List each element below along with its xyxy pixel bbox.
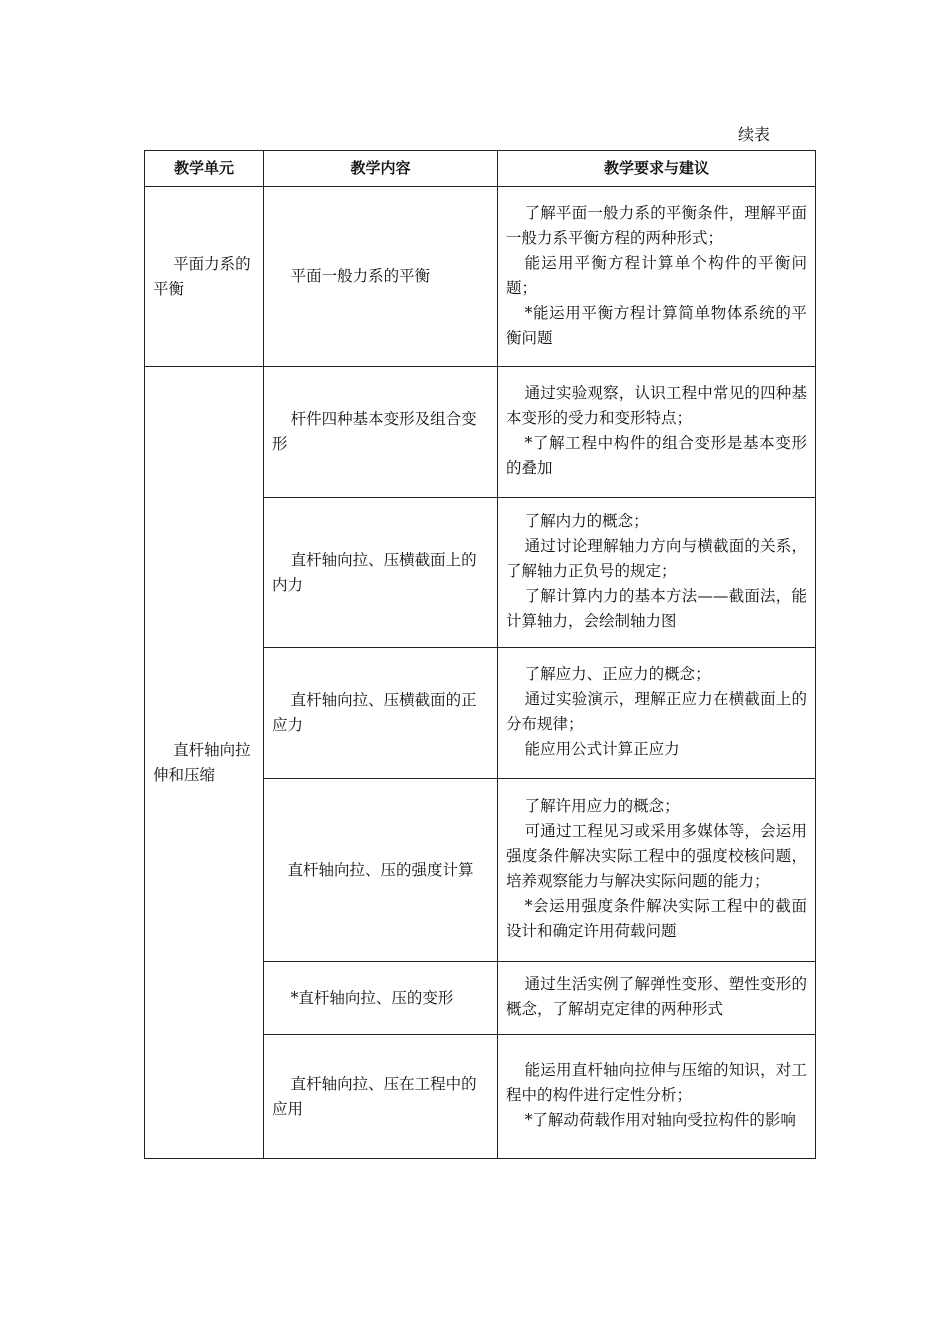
requirements-cell xyxy=(498,962,816,1035)
header-teaching-content: 教学内容 xyxy=(264,151,498,187)
table-row xyxy=(145,187,816,367)
requirement-item: 能运用平衡方程计算单个构件的平衡问题； xyxy=(506,253,807,297)
requirement-item: 通过讨论理解轴力方向与横截面的关系，了解轴力正负号的规定； xyxy=(506,537,807,580)
content-cell: 直杆轴向拉、压的强度计算 xyxy=(264,779,498,962)
requirement-item: *了解动荷载作用对轴向受拉构件的影响 xyxy=(524,1111,796,1129)
table-header-row xyxy=(145,151,816,187)
requirements-cell xyxy=(498,187,816,367)
requirement-item: *了解工程中构件的组合变形是基本变形的叠加 xyxy=(506,434,807,477)
content-cell: 直杆轴向拉、压在工程中的应用 xyxy=(264,1035,498,1159)
header-teaching-unit: 教学单元 xyxy=(145,151,264,187)
requirement-item: 能运用直杆轴向拉伸与压缩的知识，对工程中的构件进行定性分析； xyxy=(506,1061,807,1104)
requirements-cell xyxy=(498,367,816,498)
content-cell: 直杆轴向拉、压横截面的正应力 xyxy=(264,648,498,779)
requirements-cell xyxy=(498,779,816,962)
content-cell: 杆件四种基本变形及组合变形 xyxy=(264,367,498,498)
requirement-item: 了解计算内力的基本方法——截面法，能计算轴力，会绘制轴力图 xyxy=(506,587,807,630)
requirement-item: 了解内力的概念； xyxy=(524,512,649,530)
requirements-cell xyxy=(498,648,816,779)
unit-cell: 直杆轴向拉伸和压缩 xyxy=(145,367,264,1159)
requirements-cell xyxy=(498,1035,816,1159)
content-cell: *直杆轴向拉、压的变形 xyxy=(264,962,498,1035)
requirements-cell xyxy=(498,498,816,648)
header-requirements: 教学要求与建议 xyxy=(498,151,816,187)
continued-table-label: 续表 xyxy=(738,125,771,144)
requirement-item: 通过实验观察，认识工程中常见的四种基本变形的受力和变形特点； xyxy=(506,384,807,427)
curriculum-table xyxy=(144,150,816,1159)
requirement-item: 通过生活实例了解弹性变形、塑性变形的概念，了解胡克定律的两种形式 xyxy=(506,975,807,1018)
requirement-item: 能应用公式计算正应力 xyxy=(524,740,680,758)
content-cell: 平面一般力系的平衡 xyxy=(264,187,498,367)
table-row xyxy=(145,367,816,498)
requirement-item: 了解平面一般力系的平衡条件，理解平面一般力系平衡方程的两种形式； xyxy=(506,203,807,247)
requirement-item: 通过实验演示，理解正应力在横截面上的分布规律； xyxy=(506,690,807,733)
requirement-item: 了解许用应力的概念； xyxy=(524,797,680,815)
content-cell: 直杆轴向拉、压横截面上的内力 xyxy=(264,498,498,648)
requirement-item: 了解应力、正应力的概念； xyxy=(524,665,711,683)
requirement-item: *会运用强度条件解决实际工程中的截面设计和确定许用荷载问题 xyxy=(506,897,807,940)
unit-cell: 平面力系的平衡 xyxy=(145,187,264,367)
requirement-item: 可通过工程见习或采用多媒体等，会运用强度条件解决实际工程中的强度校核问题，培养观察能力与解决实际问题的能力； xyxy=(506,822,807,890)
requirement-item: *能运用平衡方程计算简单物体系统的平衡问题 xyxy=(506,303,807,347)
